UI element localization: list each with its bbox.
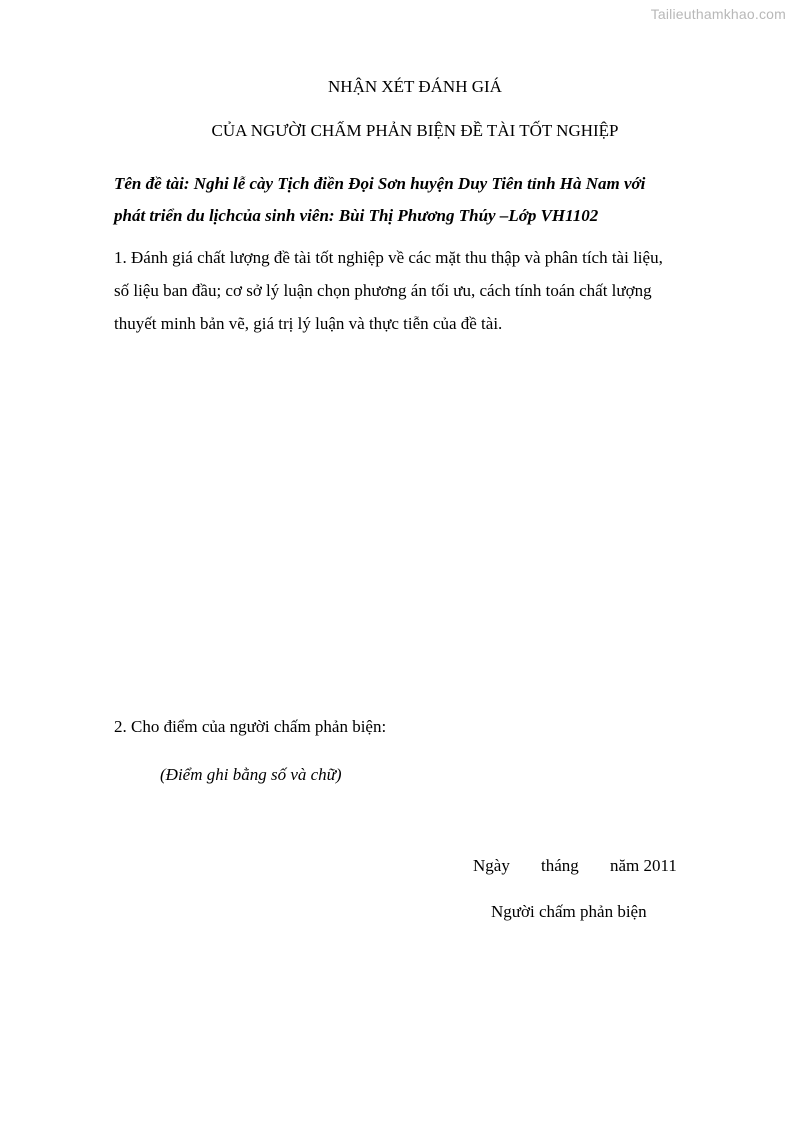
score-section-title: 2. Cho điểm của người chấm phản biện: — [114, 717, 387, 736]
page-subtitle: CỦA NGƯỜI CHẤM PHẢN BIỆN ĐỀ TÀI TỐT NGHIỆP — [211, 121, 619, 140]
evaluation-text-line: thuyết minh bản vẽ, giá trị lý luận và thực tiễn của đề tài. — [114, 314, 503, 333]
evaluation-text-line: số liệu ban đầu; cơ sở lý luận chọn phương án tối ưu, cách tính toán chất lượng — [114, 281, 652, 300]
day-label: Ngày — [473, 856, 510, 875]
evaluation-text-line: 1. Đánh giá chất lượng đề tài tốt nghiệp về các mặt thu thập và phân tích tài liệu, — [114, 248, 663, 267]
page-title: NHẬN XÉT ĐÁNH GIÁ — [328, 77, 502, 96]
topic-line: phát triển du lịchcủa sinh viên: Bùi Thị Phương Thúy –Lớp VH1102 — [114, 206, 599, 225]
topic-line: Tên đề tài: Nghi lễ cày Tịch điền Đọi Sơn huyện Duy Tiên tỉnh Hà Nam với — [114, 174, 646, 193]
score-note: (Điểm ghi bằng số và chữ) — [160, 765, 342, 784]
topic-block — [114, 168, 724, 232]
evaluation-section — [114, 241, 724, 340]
year-label: năm 2011 — [610, 856, 677, 875]
watermark-text: Tailieuthamkhao.com — [650, 6, 786, 22]
month-label: tháng — [541, 856, 579, 875]
reviewer-signature-label: Người chấm phản biện — [491, 902, 647, 921]
